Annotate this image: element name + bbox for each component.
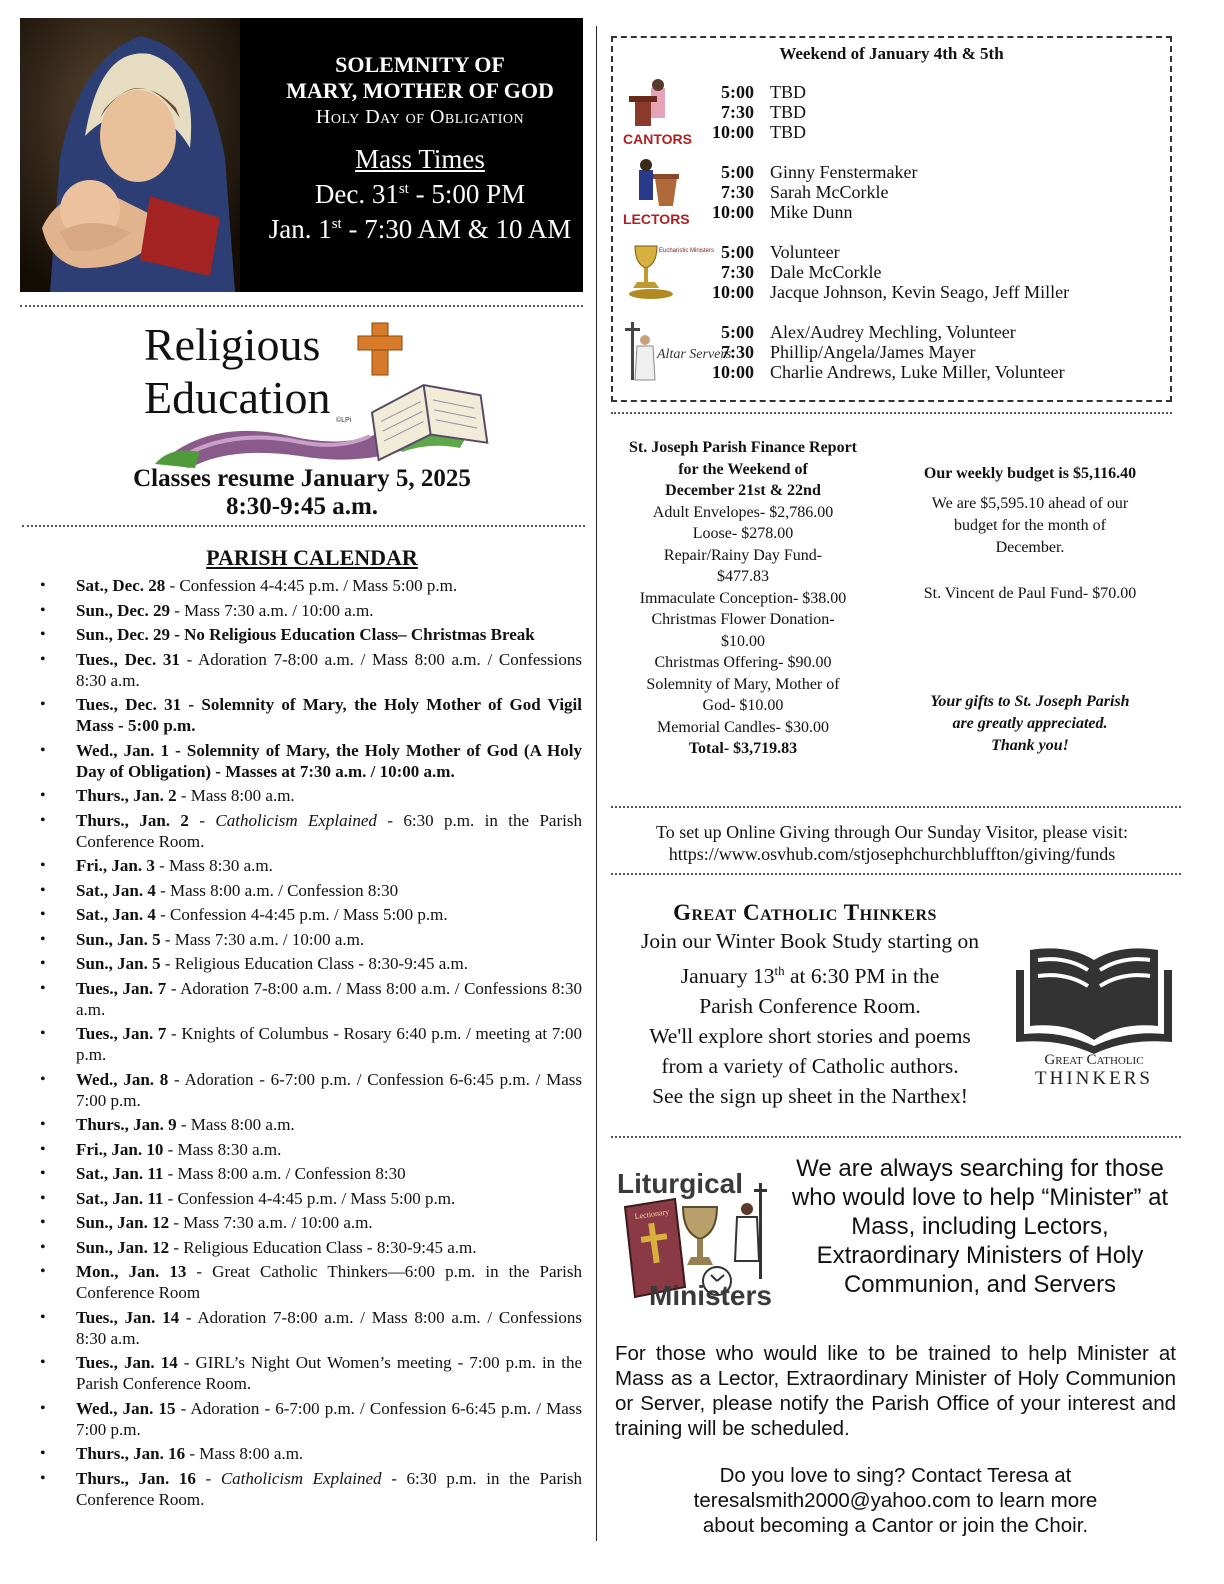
cantor-row: 10:00 TBD <box>712 122 806 142</box>
religious-ed-caption <box>22 465 582 521</box>
book-study-text: Join our Winter Book Study starting on January 13th at 6:30 PM in the Parish Conference Room. We'll explore short stories and poems from a variety of Catholic authors. See the sign up sheet in the Narthex! <box>641 929 979 1109</box>
finance-title-line: for the Weekend of <box>678 460 808 478</box>
divider <box>611 806 1181 808</box>
calendar-date: Tues., Dec. 31 <box>76 695 182 714</box>
calendar-date: Tues., Dec. 31 <box>76 649 180 669</box>
calendar-item <box>40 649 582 691</box>
finance-line: God- $10.00 <box>702 697 784 714</box>
calendar-event: - No Religious Education Class– Christmas Break <box>169 625 535 644</box>
calendar-event: - Religious Education Class - 8:30-9:45 a.m. <box>160 954 468 973</box>
calendar-event: - Mass 8:00 a.m. / Confession 8:30 <box>163 1164 406 1183</box>
mass-time-dec31: Dec. 31st - 5:00 PM <box>314 179 526 209</box>
calendar-event: - Confession 4-4:45 p.m. / Mass 5:00 p.m. <box>155 905 448 924</box>
calendar-event: - Knights of Columbus - Rosary 6:40 p.m. / meeting at 7:00 p.m. <box>76 1024 582 1064</box>
logo-text-great-catholic: Great Catholic <box>1044 1052 1144 1068</box>
calendar-item <box>40 1212 582 1233</box>
chalice-icon <box>621 238 715 306</box>
madonna-and-child-image <box>20 18 240 292</box>
calendar-date: Thurs., Jan. 16 <box>76 1444 186 1463</box>
religious-education-logo <box>140 318 485 468</box>
calendar-event: - 6:30 p.m. in the Parish Conference Room. <box>76 810 582 851</box>
online-giving <box>612 821 1172 865</box>
banner-title-line2: MARY, MOTHER OF GOD <box>286 78 554 103</box>
calendar-date: Sat., Jan. 4 <box>76 880 156 900</box>
logo-text-liturgical: Liturgical <box>617 1168 744 1199</box>
calendar-item <box>40 1398 582 1440</box>
choir-invitation: Do you love to sing? Contact Teresa at teresalsmith2000@yahoo.com to learn more about becoming a Cantor or join the Choir. <box>615 1463 1176 1538</box>
cantor-row: 7:30 TBD <box>721 102 806 122</box>
calendar-item <box>40 575 582 596</box>
calendar-item <box>40 1163 582 1184</box>
minister-schedule-heading: Weekend of January 4th & 5th <box>779 44 1004 63</box>
calendar-date: Sun., Dec. 29 <box>76 625 170 644</box>
minister-schedule-box <box>611 36 1172 402</box>
event-title: Catholicism Explained <box>220 1468 382 1488</box>
calendar-date: Fri., Jan. 10 <box>76 1139 164 1159</box>
calendar-event: - Confession 4-4:45 p.m. / Mass 5:00 p.m. <box>165 576 458 595</box>
calendar-date: Sat., Jan. 11 <box>76 1188 164 1208</box>
calendar-item <box>40 740 582 782</box>
banner-title-line1: SOLEMNITY OF <box>335 52 505 77</box>
calendar-item <box>40 600 582 621</box>
event-title: Catholicism Explained <box>215 810 377 830</box>
calendar-date: Tues., Jan. 7 <box>76 1024 167 1043</box>
eucharistic-minister-row: 7:30 Dale McCorkle <box>721 262 882 282</box>
eucharistic-minister-row: 10:00 Jacque Johnson, Kevin Seago, Jeff Miller <box>712 282 1070 302</box>
lector-row: 5:00 Ginny Fenstermaker <box>721 162 918 182</box>
calendar-item <box>40 785 582 806</box>
column-divider <box>596 26 597 1541</box>
great-catholic-thinkers-title: Great Catholic Thinkers <box>673 900 937 925</box>
calendar-event: - Mass 8:00 a.m. <box>185 1444 304 1463</box>
altar-server-icon <box>621 318 732 386</box>
calendar-date: Thurs., Jan. 2 <box>76 810 189 830</box>
calendar-item <box>40 880 582 901</box>
calendar-item <box>40 1261 582 1303</box>
calendar-date: Sun., Jan. 5 <box>76 929 161 949</box>
calendar-item <box>40 624 582 645</box>
calendar-date: Sat., Dec. 28 <box>76 576 166 595</box>
calendar-item <box>40 929 582 950</box>
calendar-item <box>40 694 582 736</box>
calendar-item <box>40 1023 582 1065</box>
calendar-date: Fri., Jan. 3 <box>76 856 155 875</box>
svg-text:Eucharistic Ministers: Eucharistic Ministers <box>659 248 715 254</box>
finance-title-line: St. Joseph Parish Finance Report <box>629 439 857 456</box>
finance-report <box>612 437 874 760</box>
cantor-row: 5:00 TBD <box>721 82 806 102</box>
calendar-event: - Solemnity of Mary, the Holy Mother of God (A Holy Day of Obligation) - Masses at 7:30 a.m. / 10:00 a.m. <box>76 740 582 781</box>
cantor-icon <box>621 78 703 146</box>
calendar-event: - Confession 4-4:45 p.m. / Mass 5:00 p.m. <box>163 1188 456 1208</box>
divider <box>22 525 585 527</box>
calendar-event: - Adoration 7-8:00 a.m. / Mass 8:00 a.m. / Confessions 8:30 a.m. <box>76 1307 582 1348</box>
calendar-item <box>40 1069 582 1111</box>
finance-line: Loose- $278.00 <box>692 525 794 542</box>
calendar-date: Thurs., Jan. 2 <box>76 786 177 805</box>
divider <box>611 412 1172 414</box>
calendar-event: - Mass 7:30 a.m. / 10:00 a.m. <box>169 1213 373 1232</box>
online-giving-link[interactable]: https://www.osvhub.com/stjosephchurchbluffton/giving/funds <box>668 844 1116 864</box>
calendar-event: - 6:30 p.m. in the Parish Conference Room. <box>76 1468 582 1509</box>
calendar-event: - Mass 8:00 a.m. / Confession 8:30 <box>155 880 399 900</box>
calendar-event: - Great Catholic Thinkers—6:00 p.m. in the Parish Conference Room <box>76 1262 582 1302</box>
calendar-event: - Adoration 7-8:00 a.m. / Mass 8:00 a.m. / Confessions 8:30 a.m. <box>76 978 582 1019</box>
chalice-icon <box>683 1207 717 1265</box>
calendar-date: Thurs., Jan. 9 <box>76 1115 177 1134</box>
calendar-date: Tues., Jan. 7 <box>76 978 167 998</box>
altar-server-row: 5:00 Alex/Audrey Mechling, Volunteer <box>721 322 1016 342</box>
banner-text <box>260 52 580 244</box>
finance-line: Adult Envelopes- $2,786.00 <box>652 503 834 521</box>
solemnity-banner <box>20 18 583 292</box>
calendar-item <box>40 1352 582 1394</box>
calendar-date: Wed., Jan. 8 <box>76 1069 169 1089</box>
logo-small-text: ©LPi <box>336 417 352 424</box>
calendar-date: Wed., Jan. 15 <box>76 1398 176 1418</box>
svg-text:CANTORS: CANTORS <box>623 131 692 147</box>
finance-line: Repair/Rainy Day Fund- <box>663 546 823 564</box>
calendar-event: - Mass 8:00 a.m. <box>176 786 295 805</box>
calendar-date: Wed., Jan. 1 <box>76 740 169 760</box>
calendar-item <box>40 1443 582 1464</box>
open-book-icon <box>1016 948 1172 1054</box>
calendar-date: Tues., Jan. 14 <box>76 1353 178 1372</box>
parish-calendar-list <box>40 575 582 1513</box>
calendar-date: Sun., Jan. 12 <box>76 1237 170 1257</box>
online-giving-text: To set up Online Giving through Our Sunday Visitor, please visit: <box>655 822 1129 842</box>
classes-time-text: 8:30-9:45 a.m. <box>225 493 379 520</box>
finance-line: Immaculate Conception- $38.00 <box>639 589 847 607</box>
calendar-event: - Mass 7:30 a.m. / 10:00 a.m. <box>169 600 374 620</box>
finance-title-line: December 21st & 22nd <box>665 482 821 499</box>
calendar-event: - Religious Education Class - 8:30-9:45 a.m. <box>169 1237 477 1257</box>
eucharistic-minister-row: 5:00 Volunteer <box>721 242 840 262</box>
calendar-event: - Mass 8:30 a.m. <box>154 856 273 875</box>
logo-text-ministers: Ministers <box>649 1280 772 1311</box>
divider <box>611 1136 1181 1138</box>
divider <box>611 873 1181 875</box>
svg-text:LECTORS: LECTORS <box>623 211 690 227</box>
calendar-event: - Adoration 7-8:00 a.m. / Mass 8:00 a.m. / Confessions 8:30 a.m. <box>76 649 582 690</box>
calendar-date: Sun., Dec. 29 <box>76 600 170 620</box>
calendar-item <box>40 1139 582 1160</box>
logo-text-education: Education <box>144 372 331 423</box>
thank-you-note: Your gifts to St. Joseph Parish are greatly appreciated. Thank you! <box>930 693 1130 754</box>
calendar-date: Sun., Jan. 12 <box>76 1213 170 1232</box>
mass-time-jan1: Jan. 1st - 7:30 AM & 10 AM <box>268 214 572 244</box>
minister-recruitment-text: We are always searching for those who would love to help “Minister” at Mass, including Lectors, Extraordinary Ministers of Holy Communion, and Servers <box>791 1155 1169 1298</box>
altar-server-row: 7:30 Phillip/Angela/James Mayer <box>721 342 976 362</box>
weekly-budget: Our weekly budget is $5,116.40 <box>923 465 1137 482</box>
calendar-date: Mon., Jan. 13 <box>76 1262 187 1281</box>
mass-times-heading: Mass Times <box>355 144 485 174</box>
calendar-date: Thurs., Jan. 16 <box>76 1468 196 1488</box>
banner-subtitle: Holy Day of Obligation <box>315 106 525 128</box>
finance-line: Memorial Candles- $30.00 <box>657 718 829 736</box>
lector-row: 10:00 Mike Dunn <box>712 202 853 222</box>
liturgical-ministers-logo <box>613 1163 783 1311</box>
calendar-item <box>40 904 582 925</box>
budget-info <box>890 463 1170 757</box>
finance-line: Christmas Offering- $90.00 <box>654 654 832 671</box>
calendar-event: - Solemnity of Mary, the Holy Mother of God Vigil Mass - 5:00 p.m. <box>76 695 582 735</box>
calendar-event: - GIRL’s Night Out Women’s meeting - 7:00 p.m. in the Parish Conference Room. <box>76 1353 582 1393</box>
ahead-of-budget: We are $5,595.10 ahead of our budget for the month of December. <box>931 495 1129 556</box>
logo-text-religious: Religious <box>144 319 321 370</box>
calendar-event: - Mass 8:30 a.m. <box>163 1139 282 1159</box>
cross-icon <box>358 323 402 375</box>
great-catholic-thinkers-logo <box>1008 930 1180 1088</box>
parish-calendar-title: PARISH CALENDAR <box>206 545 418 570</box>
logo-text-thinkers: THINKERS <box>1035 1068 1153 1089</box>
finance-line: $477.83 <box>717 568 769 585</box>
calendar-item <box>40 1188 582 1209</box>
lector-row: 7:30 Sarah McCorkle <box>721 182 889 202</box>
calendar-item <box>40 953 582 974</box>
divider <box>20 305 583 307</box>
svg-text:Altar Servers: Altar Servers <box>657 347 732 362</box>
altar-server-row: 10:00 Charlie Andrews, Luke Miller, Volunteer <box>712 362 1065 382</box>
finance-line: Solemnity of Mary, Mother of <box>646 675 840 693</box>
lector-icon <box>621 158 703 226</box>
calendar-event: - Adoration - 6-7:00 p.m. / Confession 6-6:45 p.m. / Mass 7:00 p.m. <box>76 1069 582 1110</box>
finance-total: Total- $3,719.83 <box>688 740 798 757</box>
minister-training-text: For those who would like to be trained to help Minister at Mass as a Lector, Extraordinary Minister of Holy Communion or Server, please notify the Parish Office of your interest and training will be scheduled. <box>615 1342 1176 1440</box>
calendar-item <box>40 1237 582 1258</box>
calendar-item <box>40 855 582 876</box>
choir-contact-email[interactable]: teresalsmith2000@yahoo.com to learn more <box>693 1489 1098 1512</box>
calendar-item: • Thurs., Jan. 2 - Catholicism Explained - 6:30 p.m. in the Parish Conference Room. <box>40 810 582 852</box>
calendar-date: Sat., Jan. 11 <box>76 1164 164 1183</box>
calendar-item: • Thurs., Jan. 16 - Catholicism Explained - 6:30 p.m. in the Parish Conference Room. <box>40 1468 582 1510</box>
calendar-date: Tues., Jan. 14 <box>76 1307 180 1327</box>
calendar-item <box>40 978 582 1020</box>
calendar-item <box>40 1307 582 1349</box>
svg-text:Lectionary: Lectionary <box>634 1207 670 1221</box>
calendar-event: - Mass 8:00 a.m. <box>176 1115 295 1134</box>
calendar-event: - Adoration - 6-7:00 p.m. / Confession 6-6:45 p.m. / Mass 7:00 p.m. <box>76 1398 582 1439</box>
calendar-date: Sun., Jan. 5 <box>76 954 161 973</box>
finance-line: $10.00 <box>721 632 765 650</box>
calendar-date: Sat., Jan. 4 <box>76 905 156 924</box>
finance-line: Christmas Flower Donation- <box>651 611 835 628</box>
calendar-event: - Mass 7:30 a.m. / 10:00 a.m. <box>160 929 365 949</box>
classes-resume-text: Classes resume January 5, 2025 <box>133 465 471 492</box>
calendar-item <box>40 1114 582 1135</box>
svdp-fund: St. Vincent de Paul Fund- $70.00 <box>923 585 1137 602</box>
